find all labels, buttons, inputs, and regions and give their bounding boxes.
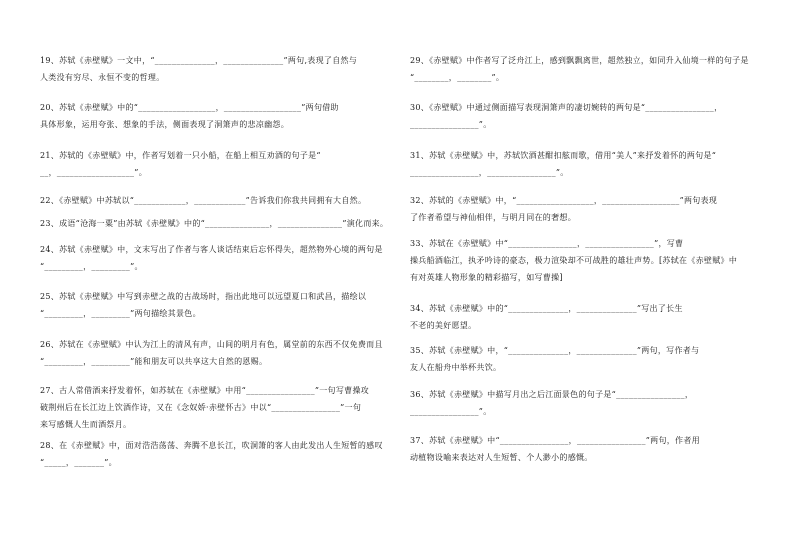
question-item <box>410 147 765 181</box>
question-line: ________________，________________”。 <box>410 168 569 177</box>
question-line: 37、苏轼《赤壁赋》中“________________，________________”两句，作者用 <box>410 436 700 445</box>
question-item <box>410 342 765 376</box>
question-line: 31、苏轼《赤壁赋》中，苏轼饮酒甚酣扣舷而歌，借用“美人”来抒发着怀的两句是“ <box>410 151 717 160</box>
question-line: “_________，_________”能和朋友可以共享这大自然的恩赐。 <box>40 357 268 366</box>
question-line: 动植物设喻来表达对人生短暂、个人渺小的感慨。 <box>410 453 593 462</box>
question-line: “________，________”。 <box>410 73 505 82</box>
question-line: 25、苏轼《赤壁赋》中写到赤壁之战的古战场时，指出此地可以远望夏口和武昌，描绘以 <box>40 292 367 301</box>
question-line: 33、苏轼在《赤壁赋》中“________________，________________”，写曹 <box>410 239 684 248</box>
question-item <box>410 300 765 334</box>
question-line: 破荆州后在长江边上饮酒作诗，又在《念奴娇·赤壁怀古》中以“________________”一句 <box>40 403 362 412</box>
question-line: 23、成语“沧海一粟”由苏轼《赤壁赋》中的“_______________，_______________”演化而来。 <box>40 219 389 228</box>
question-item <box>40 147 395 181</box>
question-item <box>410 386 765 420</box>
question-item <box>40 241 395 275</box>
question-item <box>40 99 395 133</box>
question-line: 22、《赤壁赋》中苏轼以“____________，____________”告诉我们你我共同拥有大自然。 <box>40 196 367 205</box>
question-item <box>40 192 395 209</box>
question-line: “_________，_________”。 <box>40 262 143 271</box>
question-line: 19、苏轼《赤壁赋》一文中，“______________，______________”两句,表现了自然与 <box>40 56 358 65</box>
question-line: 来写感慨人生而酒祭月。 <box>40 420 132 429</box>
question-line: 35、苏轼《赤壁赋》中，“______________，______________”两句，写作者与 <box>410 346 700 355</box>
question-line: 27、古人常借酒来抒发着怀，如苏轼在《赤壁赋》中用“________________”一句写曹操攻 <box>40 386 370 395</box>
question-line: 友人在船舟中举杯共饮。 <box>410 363 502 372</box>
question-line: “_________，_________”两句描绘其景色。 <box>40 309 201 318</box>
question-item <box>410 235 765 286</box>
question-line: __，__________________”。 <box>40 168 147 177</box>
question-line: 不老的美好愿望。 <box>410 321 477 330</box>
question-item <box>410 99 765 133</box>
question-line: 24、苏轼《赤壁赋》中，文末写出了作者与客人谈话结束后忘怀得失，超然物外心境的两句是 <box>40 245 383 254</box>
question-line: 人类没有穷尽、永恒不变的哲理。 <box>40 73 165 82</box>
question-item <box>40 215 395 232</box>
question-line: 29、《赤壁赋》中作者写了泛舟江上，感到飘飘离世，超然独立，如同升入仙境一样的句子是 <box>410 56 749 65</box>
question-line: 30、《赤壁赋》中通过侧面描写表现洞箫声的凄切婉转的两句是“________________， <box>410 103 723 112</box>
question-line: 36、苏轼《赤壁赋》中描写月出之后江面景色的句子是“________________， <box>410 390 694 399</box>
question-line: “_____，_______”。 <box>40 458 117 467</box>
question-line: 具体形象，运用夸张、想象的手法，侧面表现了洞箫声的悲凉幽怨。 <box>40 120 289 129</box>
question-line: 了作者希望与神仙相伴，与明月同在的奢想。 <box>410 213 576 222</box>
question-item <box>40 382 395 433</box>
question-line: 有对英雄人物形象的精彩描写，如写曹操] <box>410 273 563 282</box>
question-item <box>410 432 765 466</box>
question-item <box>40 437 395 471</box>
question-item <box>40 52 395 86</box>
question-line: 26、苏轼在《赤壁赋》中认为江上的清风有声，山间的明月有色，属堂前的东西不仅免费而且 <box>40 340 383 349</box>
question-line: ________________”。 <box>410 120 492 129</box>
question-line: 32、苏轼的《赤壁赋》中，“__________________，__________________”两句表现 <box>410 196 718 205</box>
question-line: 操兵船酒临江，执矛吟诗的豪态，极力渲染却不可战胜的雄壮声势。[苏轼在《赤壁赋》中 <box>410 256 738 265</box>
question-line: 20、苏轼《赤壁赋》中的“__________________，__________________”两句借助 <box>40 103 339 112</box>
question-item <box>410 52 765 86</box>
question-line: ________________”。 <box>410 407 492 416</box>
question-item <box>40 336 395 370</box>
question-item <box>40 288 395 322</box>
question-item <box>410 192 765 226</box>
question-line: 34、苏轼《赤壁赋》中的“______________，______________”写出了长生 <box>410 304 683 313</box>
question-line: 28、在《赤壁赋》中，面对浩浩荡荡、奔腾不息长江，吹洞箫的客人由此发出人生短暂的感叹 <box>40 441 383 450</box>
question-line: 21、苏轼的《赤壁赋》中，作者写划着一只小船，在船上相互劝酒的句子是“ <box>40 151 321 160</box>
